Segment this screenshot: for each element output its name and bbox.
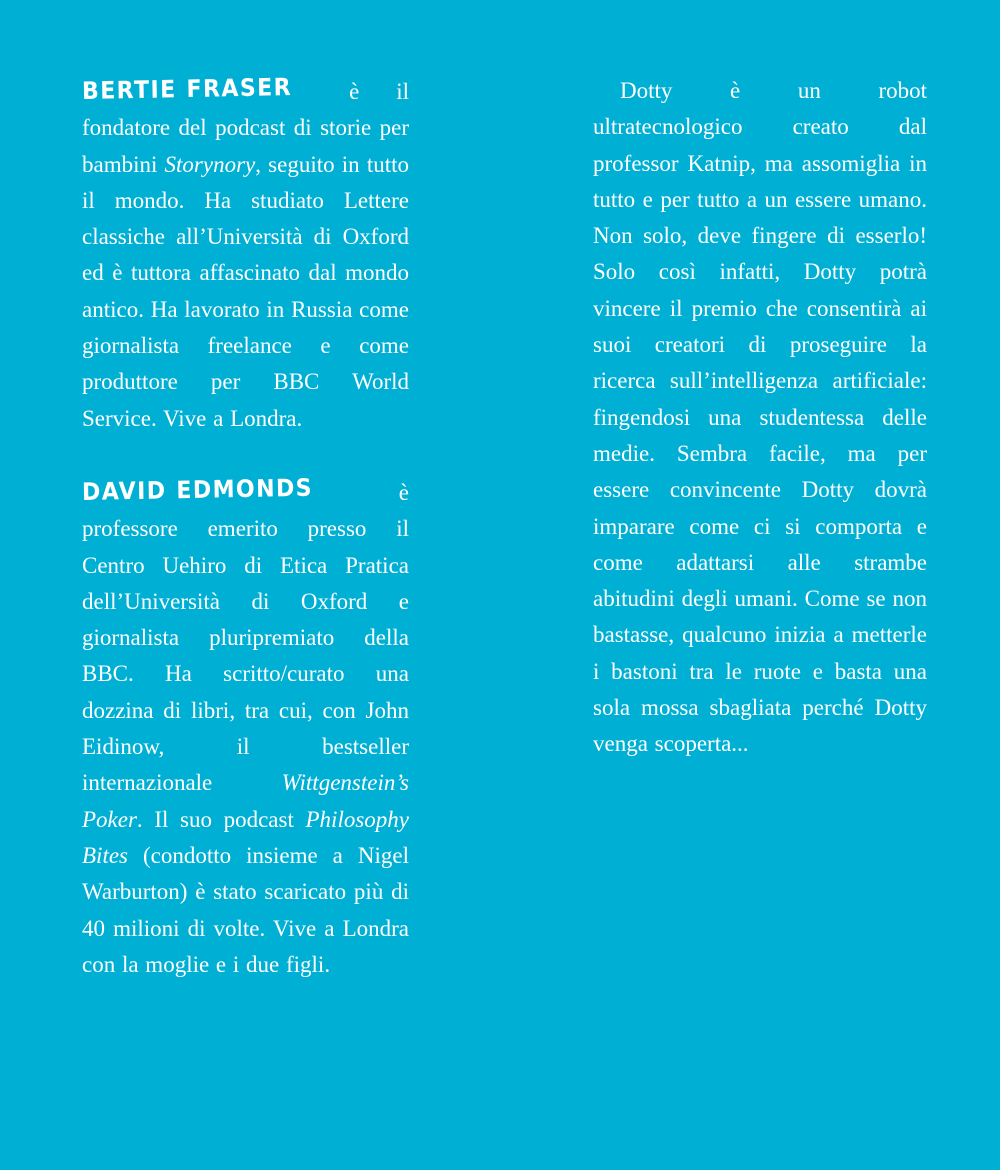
author-bio-david-edmonds: [82, 474, 409, 983]
bio-text: , seguito in tutto il mondo. Ha studiato Lettere classiche all’Università di Oxford ed è tuttora affascinato dal mondo antico. Ha lavorato in Russia come giornalista freelance e come produttore per BBC World Service. Vive a Londra.: [82, 151, 409, 431]
synopsis-paragraph: [593, 73, 927, 763]
bio-text: (condotto insieme a Nigel Warburton) è stato scaricato più di 40 milioni di volte. Vive a Londra con la moglie e i due figli.: [82, 842, 409, 977]
podcast-title: Storynory: [164, 151, 256, 177]
author-name: DAVID EDMONDS: [81, 473, 314, 506]
bio-paragraph: [82, 73, 409, 437]
author-bio-bertie-fraser: [82, 73, 409, 437]
synopsis-text: Dotty è un robot ultratecnologico creato dal professor Katnip, ma assomiglia in tutto e per tutto a un essere umano. Non solo, deve fingere di esserlo! Solo così infatti, Dotty potrà vincere il premio che consentirà ai suoi creatori di proseguire la ricerca sull’intelligenza artificiale: fingendosi una studentessa delle medie. Sembra facile, ma per essere convincente Dotty dovrà imparare come ci si comporta e come adattarsi alle strambe abitudini degli umani. Come se non bastasse, qualcuno inizia a metterle i bastoni tra le ruote e basta una sola mossa sbagliata perché Dotty venga scoperta...: [593, 78, 927, 757]
bio-text: . Il suo podcast: [136, 806, 306, 832]
author-name: BERTIE FRASER: [81, 73, 293, 105]
book-synopsis: [593, 73, 927, 763]
book-title: Wittgenstein’s Poker: [82, 770, 409, 832]
podcast-title: Philosophy Bites: [82, 806, 409, 868]
bio-text: è il fondatore del podcast di storie per bambini: [82, 79, 409, 177]
bio-paragraph: [82, 474, 409, 983]
bio-text: è professore emerito presso il Centro Uehiro di Etica Pratica dell’Università di Oxford e giornalista pluripremiato della BBC. Ha scritto/curato una dozzina di libri, tra cui, con John Eidinow, il bestseller internazionale: [82, 480, 409, 796]
